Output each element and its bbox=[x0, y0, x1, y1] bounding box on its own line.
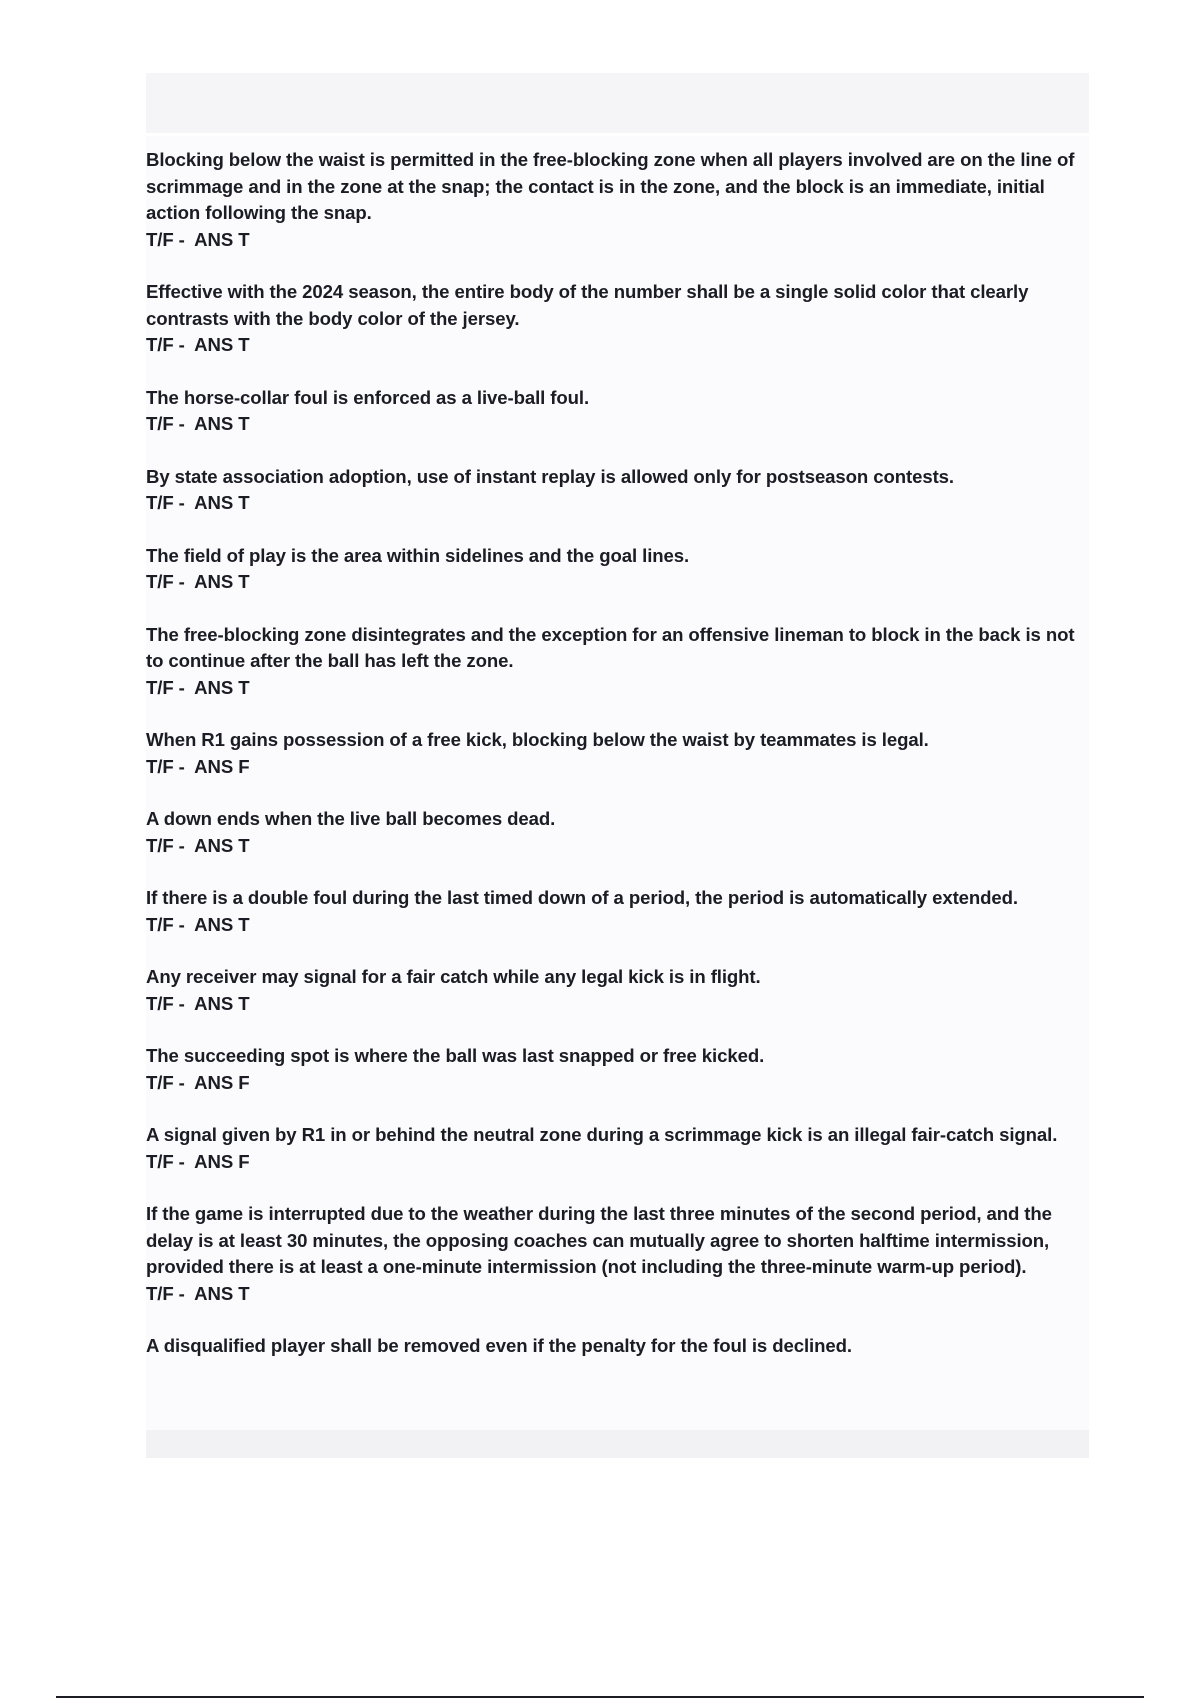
question-item bbox=[146, 1043, 1089, 1096]
question-item bbox=[146, 964, 1089, 1017]
answer-text: T/F - ANS T bbox=[146, 676, 250, 698]
question-text: A down ends when the live ball becomes dead. bbox=[146, 808, 556, 829]
answer-text: T/F - ANS T bbox=[146, 1282, 250, 1304]
question-item bbox=[146, 622, 1089, 702]
question-item bbox=[146, 727, 1089, 780]
answer-text: T/F - ANS T bbox=[146, 913, 250, 935]
question-item bbox=[146, 543, 1089, 596]
question-text: The free-blocking zone disintegrates and the exception for an offensive lineman to block in the back is not to continue after the ball has left the zone. bbox=[146, 623, 1075, 671]
question-text: The field of play is the area within sidelines and the goal lines. bbox=[146, 544, 690, 566]
question-text: A disqualified player shall be removed even if the penalty for the foul is declined. bbox=[146, 1335, 852, 1356]
question-item bbox=[146, 464, 1089, 517]
question-item bbox=[146, 147, 1089, 253]
question-item bbox=[146, 1333, 1089, 1360]
question-list bbox=[146, 136, 1089, 1430]
question-item bbox=[146, 806, 1089, 859]
footer-band bbox=[146, 1430, 1089, 1458]
answer-text: T/F - ANS T bbox=[146, 571, 250, 592]
question-text: Effective with the 2024 season, the entire body of the number shall be a single solid color that clearly contrasts with the body color of the jersey. bbox=[146, 281, 1029, 329]
answer-text: T/F - ANS F bbox=[146, 1071, 250, 1093]
question-text: When R1 gains possession of a free kick, blocking below the waist by teammates is legal. bbox=[146, 729, 929, 750]
answer-text: T/F - ANS T bbox=[146, 992, 250, 1014]
answer-text: T/F - ANS F bbox=[146, 1150, 250, 1172]
question-text: The horse-collar foul is enforced as a live-ball foul. bbox=[146, 386, 590, 408]
question-item bbox=[146, 385, 1089, 438]
question-text: The succeeding spot is where the ball was last snapped or free kicked. bbox=[146, 1045, 765, 1066]
question-text: Blocking below the waist is permitted in the free-blocking zone when all players involved are on the line of scrimmage and in the zone at the snap; the contact is in the zone, and the block is an immediate, initial action following the snap. bbox=[146, 149, 1075, 223]
question-item bbox=[146, 1122, 1089, 1175]
answer-text: T/F - ANS F bbox=[146, 755, 250, 777]
header-band bbox=[146, 73, 1089, 133]
question-item bbox=[146, 885, 1089, 938]
question-text: If the game is interrupted due to the weather during the last three minutes of the second period, and the delay is at least 30 minutes, the opposing coaches can mutually agree to shorten halftime intermission, provided there is at least a one-minute intermission (not including the three-minute warm-up period). bbox=[146, 1203, 1052, 1277]
question-text: By state association adoption, use of instant replay is allowed only for postseason contests. bbox=[146, 465, 954, 487]
question-item bbox=[146, 1201, 1089, 1307]
question-item bbox=[146, 279, 1089, 359]
footer-divider bbox=[56, 1696, 1144, 1698]
question-text: If there is a double foul during the last timed down of a period, the period is automatically extended. bbox=[146, 887, 1018, 908]
answer-text: T/F - ANS T bbox=[146, 834, 250, 856]
answer-text: T/F - ANS T bbox=[146, 413, 250, 434]
answer-text: T/F - ANS T bbox=[146, 492, 250, 513]
answer-text: T/F - ANS T bbox=[146, 334, 250, 355]
question-text: A signal given by R1 in or behind the neutral zone during a scrimmage kick is an illegal fair-catch signal. bbox=[146, 1124, 1058, 1145]
question-text: Any receiver may signal for a fair catch while any legal kick is in flight. bbox=[146, 966, 761, 987]
answer-text: T/F - ANS T bbox=[146, 228, 250, 250]
